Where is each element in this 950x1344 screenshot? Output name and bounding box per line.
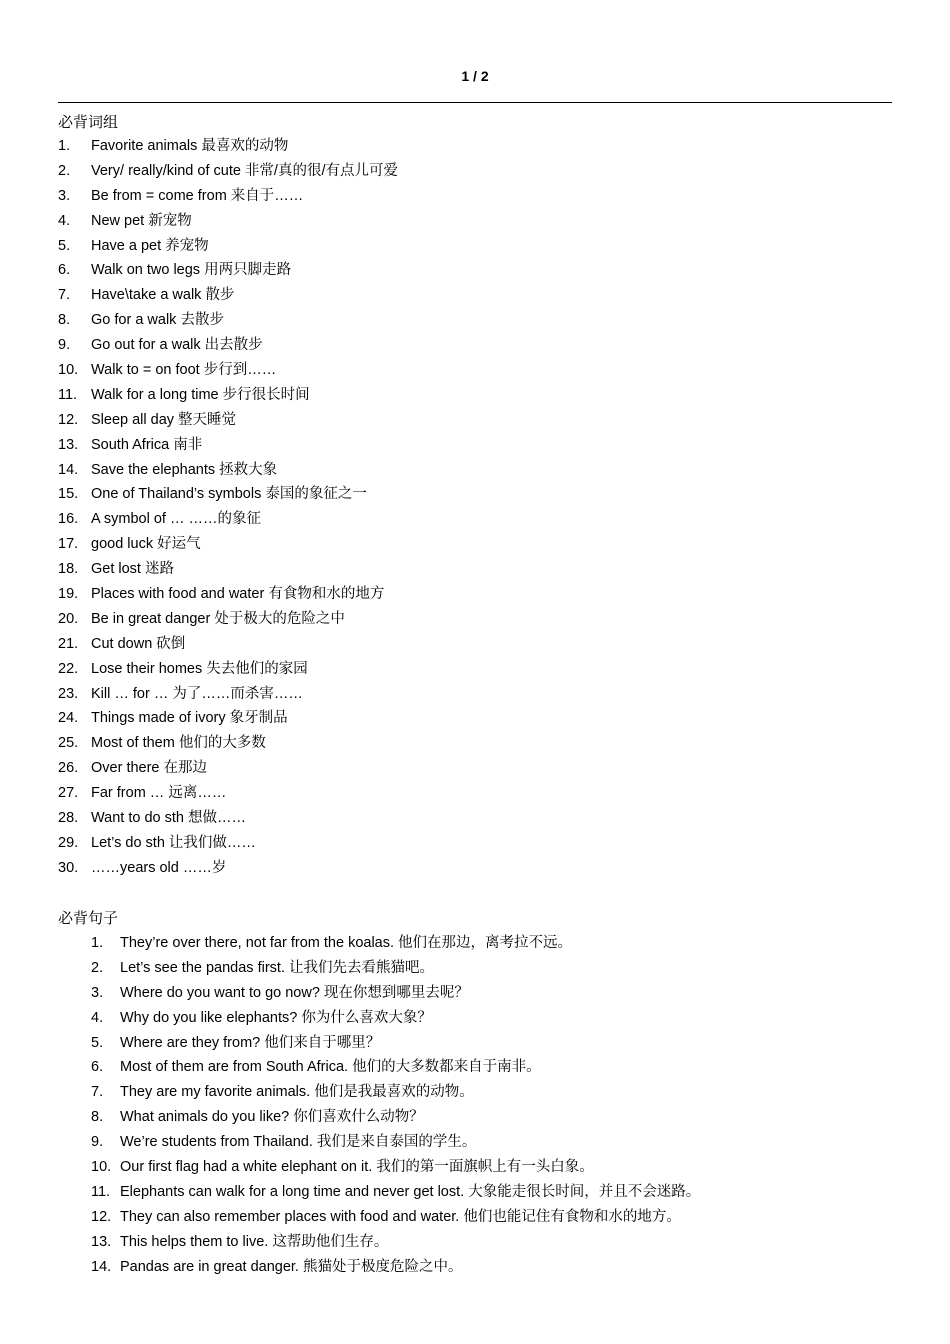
sentence-item-number: 8. [91,1109,104,1126]
phrase-item-number: 8. [58,312,71,329]
sentence-item-text: What animals do you like? 你们喜欢什么动物？ [120,1109,424,1126]
phrase-item-number: 1. [58,138,71,154]
phrase-item [58,584,398,609]
phrase-item [58,310,398,335]
phrase-item [58,335,398,360]
phrase-item-number: 20. [58,610,79,627]
sentence-item [91,933,700,958]
phrase-item-number: 10. [58,362,79,379]
sentence-item-number: 12. [91,1208,112,1225]
phrase-item-text: good luck 好运气 [91,536,201,553]
sentence-item-text: Where are they from? 他们来自于哪里？ [120,1034,381,1051]
phrases-section-title: 必背词组 [58,113,119,131]
sentence-item-number: 4. [91,1009,104,1026]
phrase-item [58,684,398,709]
phrase-item [58,460,398,485]
phrase-item-number: 17. [58,536,79,553]
phrase-item-number: 30. [58,859,79,876]
phrase-item-number: 21. [58,635,79,652]
sentence-item-text: Our first flag had a white elephant on it. 我们的第一面旗帜上有一头白象。 [120,1159,594,1176]
phrase-item-text: Go for a walk 去散步 [91,312,224,329]
phrase-item-number: 27. [58,785,79,802]
sentence-item-number: 14. [91,1258,112,1275]
phrase-item-text: One of Thailand’s symbols 泰国的象征之一 [91,486,367,503]
phrase-item-text: Places with food and water 有食物和水的地方 [91,586,385,603]
phrase-item [58,559,398,584]
phrase-item-text: Favorite animals 最喜欢的动物 [91,138,289,154]
sentence-item [91,1232,700,1257]
phrase-item [58,211,398,236]
phrase-item-text: Go out for a walk 出去散步 [91,337,263,354]
phrase-item [58,186,398,211]
sentence-item [91,1257,700,1282]
phrase-item-number: 18. [58,561,79,578]
sentence-item-text: Pandas are in great danger. 熊猫处于极度危险之中。 [120,1258,463,1275]
phrase-item [58,360,398,385]
phrase-item [58,758,398,783]
phrase-item-text: South Africa 南非 [91,436,203,453]
phrase-item-number: 2. [58,162,71,179]
phrase-item-text: Things made of ivory 象牙制品 [91,710,288,727]
sentence-item-text: Elephants can walk for a long time and never get lost. 大象能走很长时间，并且不会迷路。 [120,1183,701,1200]
phrase-item-number: 5. [58,237,71,254]
phrase-item-text: A symbol of … ……的象征 [91,511,262,528]
phrase-item-text: Most of them 他们的大多数 [91,735,266,752]
phrase-item [58,783,398,808]
phrase-item [58,285,398,310]
phrase-item-number: 29. [58,834,79,851]
phrase-item-text: ……years old ……岁 [91,859,227,876]
sentence-item [91,1082,700,1107]
phrase-item-text: Let’s do sth 让我们做…… [91,834,256,851]
sentence-item-text: Let’s see the pandas first. 让我们先去看熊猫吧。 [120,959,435,976]
phrase-item-number: 9. [58,337,71,354]
sentence-item-text: Most of them are from South Africa. 他们的大多数都来自于南非。 [120,1059,541,1076]
sentence-item-text: Why do you like elephants? 你为什么喜欢大象？ [120,1009,432,1026]
phrase-item-text: Save the elephants 拯救大象 [91,461,278,478]
phrase-item-text: Walk to = on foot 步行到…… [91,362,277,379]
phrase-item [58,858,398,883]
sentence-item-text: This helps them to live. 这帮助他们生存。 [120,1233,389,1250]
phrase-item-text: Walk for a long time 步行很长时间 [91,386,310,403]
sentence-item [91,1057,700,1082]
sentence-item-number: 13. [91,1233,112,1250]
phrase-item-text: Be in great danger 处于极大的危险之中 [91,610,345,627]
phrase-item [58,659,398,684]
sentence-item-text: They are my favorite animals. 他们是我最喜欢的动物。 [120,1084,474,1101]
sentence-item-number: 2. [91,959,104,976]
phrase-item [58,410,398,435]
sentence-item-number: 10. [91,1159,112,1176]
sentence-item [91,1107,700,1132]
phrase-item-number: 3. [58,187,71,204]
phrase-item-text: Far from … 远离…… [91,785,227,802]
sentence-item [91,958,700,983]
phrase-item-number: 26. [58,760,79,777]
sentence-item-number: 6. [91,1059,104,1076]
phrase-item-number: 23. [58,685,79,702]
sentence-item-number: 1. [91,935,104,951]
sentence-item [91,983,700,1008]
phrase-item [58,260,398,285]
sentence-item-text: They can also remember places with food and water. 他们也能记住有食物和水的地方。 [120,1208,681,1225]
phrase-item-text: New pet 新宠物 [91,212,192,229]
sentences-section-title: 必背句子 [58,909,119,927]
phrase-item [58,733,398,758]
phrase-item-text: Over there 在那边 [91,760,208,777]
phrase-item [58,833,398,858]
phrase-item-number: 7. [58,287,71,304]
sentence-item [91,1157,700,1182]
phrase-item [58,385,398,410]
phrase-item-text: Very/ really/kind of cute 非常/真的很/有点儿可爱 [91,162,398,179]
phrase-item [58,509,398,534]
phrase-item-number: 19. [58,586,79,603]
phrase-item-number: 15. [58,486,79,503]
sentence-item-number: 9. [91,1134,104,1151]
sentence-item-number: 3. [91,984,104,1001]
phrase-item-text: Kill … for … 为了……而杀害…… [91,685,303,702]
phrase-item-text: Have\take a walk 散步 [91,287,235,304]
phrase-item-text: Be from = come from 来自于…… [91,187,304,204]
phrase-item [58,708,398,733]
phrase-item-number: 13. [58,436,79,453]
phrase-item [58,161,398,186]
phrase-item-number: 24. [58,710,79,727]
phrase-item-text: Have a pet 养宠物 [91,237,209,254]
sentence-item-text: Where do you want to go now? 现在你想到哪里去呢？ [120,984,469,1001]
phrase-item [58,136,398,161]
sentence-item [91,1008,700,1033]
sentence-item-number: 11. [91,1183,111,1200]
phrase-item-number: 25. [58,735,79,752]
phrase-item [58,609,398,634]
phrase-item-text: Get lost 迷路 [91,561,174,578]
sentence-list [91,933,700,1281]
phrase-list [58,136,398,883]
phrase-item [58,236,398,261]
phrase-item-text: Cut down 砍倒 [91,635,186,652]
phrase-item-text: Lose their homes 失去他们的家园 [91,660,308,677]
phrase-item-number: 22. [58,660,79,677]
sentence-item-number: 7. [91,1084,104,1101]
phrase-item [58,808,398,833]
phrase-item-number: 12. [58,411,79,428]
phrase-item-number: 28. [58,810,79,827]
phrase-item-number: 4. [58,212,71,229]
phrase-item [58,534,398,559]
phrase-item-text: Sleep all day 整天睡觉 [91,411,237,428]
phrase-item [58,634,398,659]
header-divider [58,102,892,103]
phrase-item [58,435,398,460]
sentence-item-text: They’re over there, not far from the koalas. 他们在那边，离考拉不远。 [120,935,573,951]
phrase-item [58,484,398,509]
phrase-item-number: 14. [58,461,79,478]
phrase-item-number: 6. [58,262,71,279]
sentence-item-text: We’re students from Thailand. 我们是来自泰国的学生。 [120,1134,477,1151]
sentence-item-number: 5. [91,1034,104,1051]
phrase-item-text: Want to do sth 想做…… [91,810,246,827]
sentence-item [91,1033,700,1058]
sentence-item [91,1207,700,1232]
phrase-item-number: 16. [58,511,79,528]
sentence-item [91,1132,700,1157]
page-indicator: 1 / 2 [461,68,489,84]
phrase-item-text: Walk on two legs 用两只脚走路 [91,262,292,279]
sentence-item [91,1182,700,1207]
phrase-item-number: 11. [58,386,78,403]
